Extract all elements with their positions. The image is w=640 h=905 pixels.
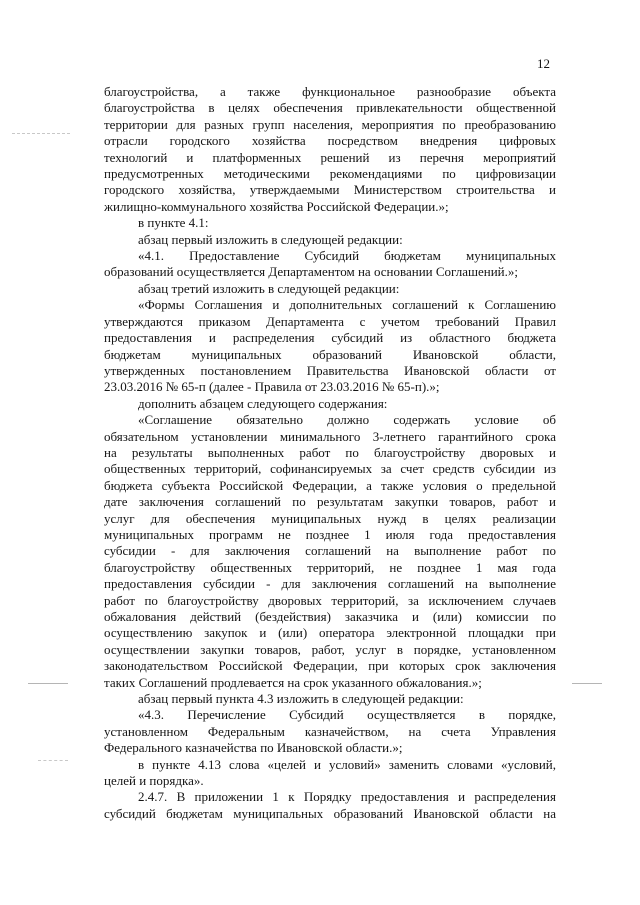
text-line: в пункте 4.13 слова «целей и условий» заменить словами «условий,: [138, 756, 556, 772]
text-line: общественных территорий, софинансируемых за счет средств субсидии из: [104, 461, 556, 477]
text-line: субсидии - для заключения соглашений на выполнение работ по: [104, 543, 556, 559]
text-line: «4.3. Перечисление Субсидий осуществляется в порядке,: [138, 707, 556, 723]
page-number: 12: [537, 56, 550, 71]
text-line: «4.1. Предоставление Субсидий бюджетам муниципальных: [138, 248, 556, 264]
text-line: дате заключения соглашений по результатам закупки товаров, работ и: [104, 494, 556, 510]
text-line: абзац первый пункта 4.3 изложить в следующей редакции:: [138, 691, 464, 707]
text-line: услуг для обеспечения муниципальных нужд в целях реализации: [104, 510, 556, 526]
text-line: благоустройства в целях обеспечения привлекательности общественной: [104, 100, 556, 116]
margin-mark: [28, 683, 68, 684]
text-line: обжалования действий (бездействия) заказчика и (или) комиссии по: [104, 609, 556, 624]
text-line: «Соглашение обязательно должно содержать условие об: [138, 412, 556, 428]
text-line: бюджетам муниципальных образований Ивановской области,: [104, 346, 556, 362]
margin-mark: [572, 683, 602, 684]
text-line: субсидий бюджетам муниципальных образований Ивановской области на: [104, 805, 556, 821]
text-line: городского хозяйства, утверждаемыми Министерством строительства и: [104, 182, 556, 198]
text-line: жилищно-коммунального хозяйства Российской Федерации.»;: [104, 198, 449, 214]
text-line: на результаты выполненных работ по благоустройству дворовых и: [104, 444, 556, 460]
text-line: муниципальных программ не позднее 1 июля года предоставления: [104, 526, 556, 542]
text-line: отрасли городского хозяйства посредством внедрения цифровых: [104, 133, 556, 149]
text-line: территории для разных групп населения, мероприятия по преобразованию: [104, 116, 556, 132]
text-line: образований осуществляется Департаментом на основании Соглашений.»;: [104, 264, 518, 280]
text-line: технологий и платформенных решений из перечня мероприятий: [104, 149, 556, 165]
text-line: законодательством Российской Федерации, при которых срок заключения: [104, 658, 556, 674]
text-line: дополнить абзацем следующего содержания:: [138, 395, 388, 411]
margin-mark: [12, 133, 70, 134]
text-line: благоустройству общественных территорий, не позднее 1 мая года: [104, 559, 556, 575]
text-line: бюджета субъекта Российской Федерации, а также условия о предельной: [104, 477, 556, 493]
text-line: 23.03.2016 № 65-п (далее - Правила от 23.03.2016 № 65-п).»;: [104, 379, 440, 395]
text-line: благоустройства, а также функциональное разнообразие объекта: [104, 84, 556, 99]
text-line: абзац третий изложить в следующей редакции:: [138, 280, 400, 296]
text-line: предоставления и распределения субсидий из областного бюджета: [104, 330, 556, 346]
text-line: работ по благоустройству дворовых территорий, за исключением случаев: [104, 592, 556, 608]
text-line: 2.4.7. В приложении 1 к Порядку предоставления и распределения: [138, 789, 556, 805]
text-line: абзац первый изложить в следующей редакции:: [138, 231, 403, 247]
margin-mark: [38, 760, 68, 761]
text-line: осуществлению закупок и (или) оператора электронной площадки при: [104, 625, 556, 641]
text-line: таких Соглашений продлевается на срок указанного обжалования.»;: [104, 674, 482, 690]
text-line: «Формы Соглашения и дополнительных соглашений к Соглашению: [138, 297, 556, 313]
text-line: утвержденных постановлением Правительства Ивановской области от: [104, 362, 556, 378]
text-line: обязательном установлении минимального 3-летнего гарантийного срока: [104, 428, 556, 444]
text-line: осуществлении закупки товаров, работ, услуг в порядке, установленном: [104, 641, 556, 657]
text-line: предоставления субсидии - для заключения соглашений на выполнение: [104, 576, 556, 592]
document-body: [104, 84, 556, 822]
text-line: утверждаются приказом Департамента с учетом требований Правил: [104, 313, 556, 329]
text-line: Федерального казначейства по Ивановской области.»;: [104, 740, 403, 756]
text-line: предусмотренных методическими рекомендациями по цифровизации: [104, 166, 556, 182]
text-line: целей и порядка».: [104, 773, 204, 789]
text-line: установленном Федеральным казначейством, на счета Управления: [104, 723, 556, 739]
text-line: в пункте 4.1:: [138, 215, 209, 231]
